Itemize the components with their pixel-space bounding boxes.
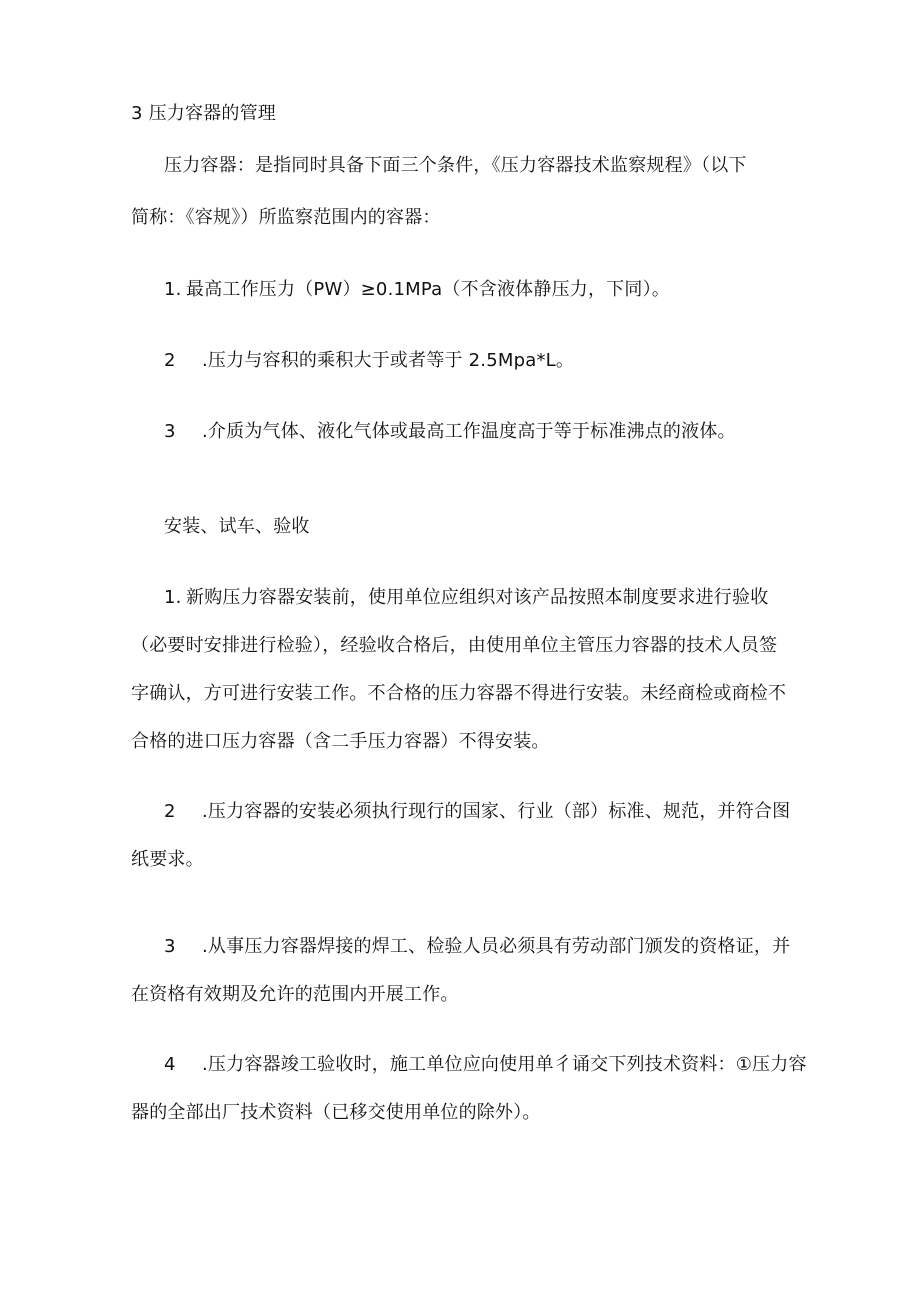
item-number: 1. bbox=[164, 587, 182, 608]
item-text: .压力容器竣工验收时，施工单位应向使用单彳诵交下列技术资料：①压力容 bbox=[202, 1054, 807, 1075]
condition-text: .介质为气体、液化气体或最高工作温度高于等于标准沸点的液体。 bbox=[202, 421, 736, 442]
condition-number: 1. bbox=[164, 279, 182, 300]
item-4-line-2: 器的全部出厂技术资料（已移交使用单位的除外）。 bbox=[131, 1102, 541, 1123]
item-3-line-1 bbox=[164, 935, 790, 959]
item-number: 4 bbox=[164, 1054, 176, 1075]
item-4-line-1 bbox=[164, 1053, 807, 1077]
item-1-line-1 bbox=[164, 586, 768, 610]
definition-line-2: 简称：《容规》）所监察范围内的容器： bbox=[131, 207, 441, 228]
section-title: 3 压力容器的管理 bbox=[131, 103, 276, 124]
item-1-line-3: 字确认，方可进行安装工作。不合格的压力容器不得进行安装。未经商检或商检不 bbox=[131, 683, 787, 704]
subheading: 安装、试车、验收 bbox=[164, 516, 310, 537]
condition-text: .压力与容积的乘积大于或者等于 2.5Mpa*L。 bbox=[202, 350, 575, 371]
item-1-line-4: 合格的进口压力容器（含二手压力容器）不得安装。 bbox=[131, 731, 550, 752]
condition-number: 3 bbox=[164, 421, 176, 442]
item-number: 2 bbox=[164, 801, 176, 822]
condition-2 bbox=[164, 349, 574, 373]
condition-text: 最高工作压力（PW）≥0.1MPa（不含液体静压力，下同）。 bbox=[186, 279, 670, 300]
item-2-line-2: 纸要求。 bbox=[131, 849, 204, 870]
condition-3 bbox=[164, 420, 736, 444]
item-text: .从事压力容器焊接的焊工、检验人员必须具有劳动部门颁发的资格证，并 bbox=[202, 936, 791, 957]
item-1-line-2: （必要时安排进行检验），经验收合格后，由使用单位主管压力容器的技术人员签 bbox=[131, 635, 778, 656]
item-number: 3 bbox=[164, 936, 176, 957]
item-text: 新购压力容器安装前，使用单位应组织对该产品按照本制度要求进行验收 bbox=[186, 587, 769, 608]
definition-line-1: 压力容器：是指同时具备下面三个条件，《压力容器技术监察规程》（以下 bbox=[164, 155, 747, 176]
condition-number: 2 bbox=[164, 350, 176, 371]
item-text: .压力容器的安装必须执行现行的国家、行业（部）标准、规范，并符合图 bbox=[202, 801, 791, 822]
item-3-line-2: 在资格有效期及允许的范围内开展工作。 bbox=[131, 984, 459, 1005]
condition-1 bbox=[164, 278, 670, 302]
item-2-line-1 bbox=[164, 800, 790, 824]
